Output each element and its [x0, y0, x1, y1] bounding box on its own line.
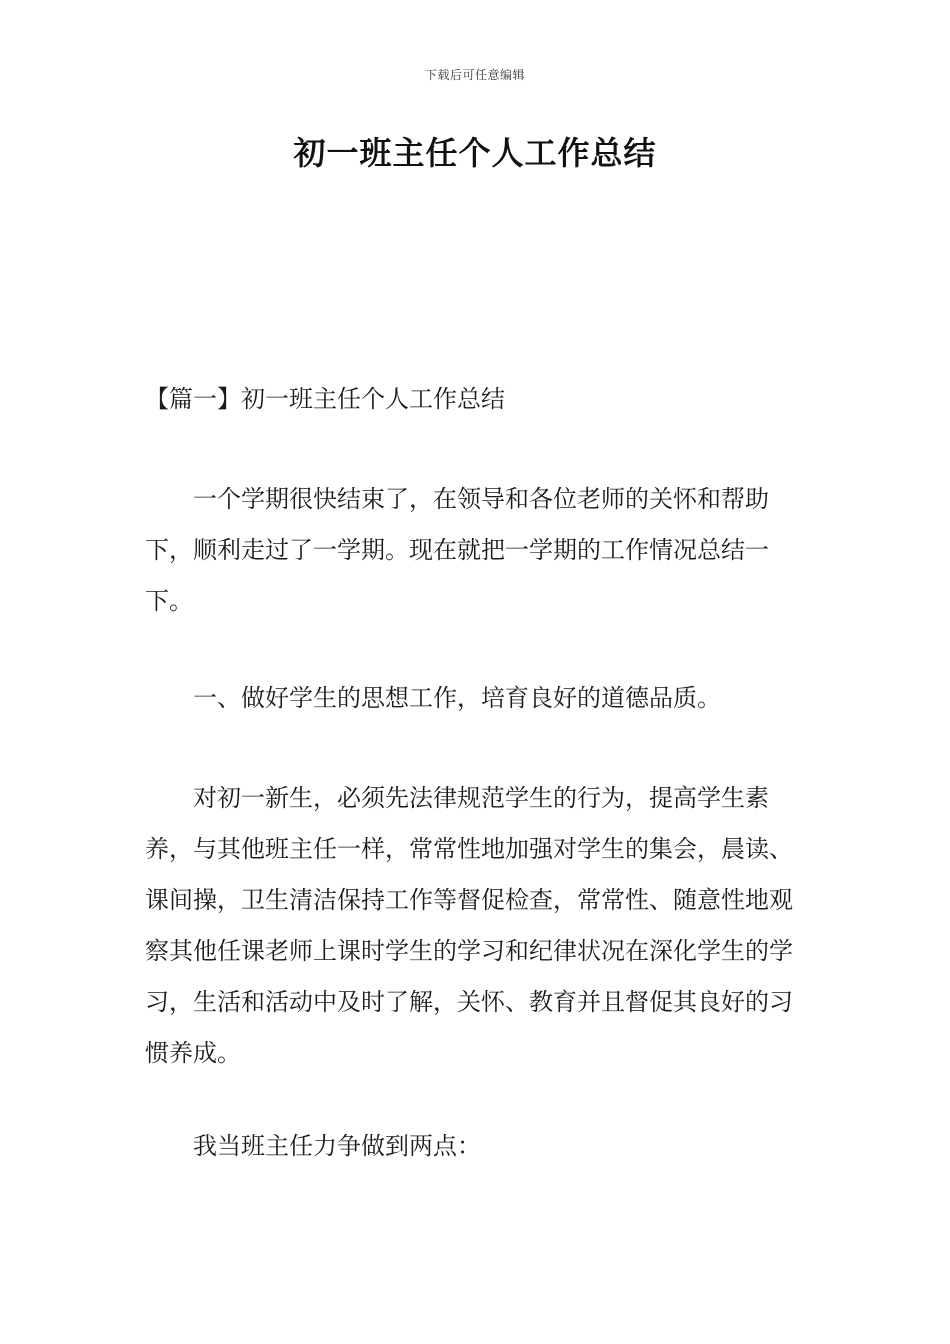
paragraph-text: 对初一新生，必须先法律规范学生的行为，提高学生素养，与其他班主任一样，常常性地加强对学生的集会，晨读、课间操，卫生清洁保持工作等督促检查，常常性、随意性地观察其他任课老师上课时学生的学习和纪律状况在深化学生的学习，生活和活动中及时了解，关怀、教育并且督促其良好的习惯养成。 [145, 784, 793, 1067]
paragraph-text: 我当班主任力争做到两点： [193, 1132, 481, 1160]
paragraph-text: 一个学期很快结束了，在领导和各位老师的关怀和帮助下，顺利走过了一学期。现在就把一学期的工作情况总结一下。 [145, 485, 769, 615]
section-heading: 【篇一】初一班主任个人工作总结 [145, 385, 505, 413]
header-note: 下载后可任意编辑 [424, 68, 525, 82]
paragraph-text: 一、做好学生的思想工作，培育良好的道德品质。 [193, 684, 721, 712]
paragraph-two-points [145, 1121, 807, 1172]
paragraph-intro [145, 474, 807, 627]
paragraph-point-one [145, 673, 807, 724]
document-title: 初一班主任个人工作总结 [293, 134, 657, 172]
paragraph-details [145, 773, 807, 1079]
